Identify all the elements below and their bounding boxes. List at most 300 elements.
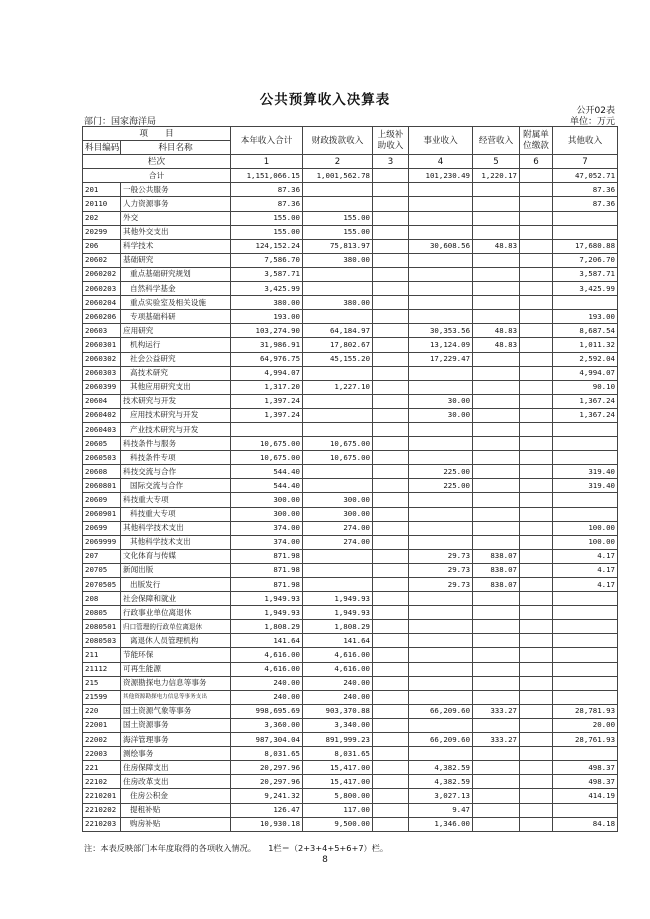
table-row (83, 549, 618, 563)
cell-value: 15,417.00 (303, 761, 373, 775)
subject-code: 21112 (83, 662, 121, 676)
subject-name: 其他科学技术支出 (121, 521, 231, 535)
cell-value (473, 225, 520, 239)
cell-value (520, 394, 553, 408)
cell-value: 66,209.60 (409, 704, 473, 718)
cell-value (303, 267, 373, 281)
cell-value (520, 197, 553, 211)
subject-code: 215 (83, 676, 121, 690)
cell-value: 3,587.71 (553, 267, 618, 281)
subject-code: 22102 (83, 775, 121, 789)
cell-value: 7,206.70 (553, 253, 618, 267)
cell-value (373, 761, 409, 775)
cell-value (303, 310, 373, 324)
table-row (83, 733, 618, 747)
cell-value (553, 507, 618, 521)
cell-value: 240.00 (303, 690, 373, 704)
cell-value (409, 676, 473, 690)
cell-value (473, 479, 520, 493)
cell-value: 9,241.32 (231, 789, 303, 803)
cell-value: 30,608.56 (409, 239, 473, 253)
cell-value: 47,052.71 (553, 169, 618, 183)
name-header: 科目名称 (121, 141, 231, 155)
subject-name: 科技重大专项 (121, 493, 231, 507)
cell-value (373, 394, 409, 408)
cell-value (473, 761, 520, 775)
cell-value (373, 380, 409, 394)
cell-value (473, 521, 520, 535)
cell-value (231, 422, 303, 436)
cell-value (409, 211, 473, 225)
cell-value (373, 493, 409, 507)
cell-value (520, 549, 553, 563)
table-row (83, 422, 618, 436)
subject-name: 测绘事务 (121, 747, 231, 761)
subject-name: 出版发行 (121, 578, 231, 592)
cell-value (473, 282, 520, 296)
cell-value (473, 817, 520, 831)
table-row (83, 253, 618, 267)
cell-value (373, 451, 409, 465)
subject-code: 2060503 (83, 451, 121, 465)
cell-value (409, 296, 473, 310)
cell-value: 544.40 (231, 465, 303, 479)
subject-name: 提租补贴 (121, 803, 231, 817)
subject-name: 重点基础研究规划 (121, 267, 231, 281)
cell-value: 141.64 (303, 634, 373, 648)
subject-name: 资源勘探电力信息等事务 (121, 676, 231, 690)
header-business: 事业收入 (409, 127, 473, 155)
subject-name: 基础研究 (121, 253, 231, 267)
cell-value (473, 352, 520, 366)
cell-value (520, 408, 553, 422)
cell-value (520, 648, 553, 662)
cell-value (553, 648, 618, 662)
subject-name: 科技重大专项 (121, 507, 231, 521)
cell-value: 987,304.04 (231, 733, 303, 747)
cell-value (520, 338, 553, 352)
table-row (83, 747, 618, 761)
cell-value (520, 465, 553, 479)
subject-code: 2070505 (83, 578, 121, 592)
cell-value (553, 493, 618, 507)
cell-value (409, 507, 473, 521)
cell-value: 1,227.10 (303, 380, 373, 394)
cell-value (373, 267, 409, 281)
cell-value (409, 493, 473, 507)
cell-value: 64,184.97 (303, 324, 373, 338)
subject-code: 2060303 (83, 366, 121, 380)
footnote: 注：本表反映部门本年度取得的各项收入情况。 1栏＝（2+3+4+5+6+7）栏。 (84, 843, 389, 853)
subject-name: 自然科学基金 (121, 282, 231, 296)
total-label: 合计 (83, 169, 231, 183)
subject-name: 科技条件与服务 (121, 437, 231, 451)
cell-value (473, 803, 520, 817)
subject-name: 可再生能源 (121, 662, 231, 676)
cell-value: 3,425.99 (553, 282, 618, 296)
cell-value: 8,031.65 (231, 747, 303, 761)
cell-value (373, 521, 409, 535)
cell-value (473, 197, 520, 211)
subject-code: 22003 (83, 747, 121, 761)
subject-code: 2069999 (83, 535, 121, 549)
table-row (83, 690, 618, 704)
subject-name: 归口管理的行政单位离退休 (121, 620, 231, 634)
cell-value (520, 606, 553, 620)
subject-code: 2210202 (83, 803, 121, 817)
cell-value (373, 563, 409, 577)
cell-value (473, 437, 520, 451)
cell-value: 4.17 (553, 563, 618, 577)
cell-value (520, 789, 553, 803)
cell-value (373, 775, 409, 789)
subject-code: 20299 (83, 225, 121, 239)
cell-value (409, 606, 473, 620)
subject-code: 2060399 (83, 380, 121, 394)
cell-value (520, 718, 553, 732)
cell-value (373, 296, 409, 310)
table-row (83, 606, 618, 620)
cell-value: 4,382.59 (409, 761, 473, 775)
cell-value (409, 690, 473, 704)
subject-code: 2060301 (83, 338, 121, 352)
cell-value (303, 465, 373, 479)
cell-value: 4.17 (553, 549, 618, 563)
cell-value (303, 282, 373, 296)
cell-value (373, 676, 409, 690)
cell-value: 4,616.00 (231, 648, 303, 662)
cell-value: 333.27 (473, 704, 520, 718)
subject-name: 住房公积金 (121, 789, 231, 803)
table-row (83, 507, 618, 521)
cell-value: 319.40 (553, 479, 618, 493)
cell-value: 9.47 (409, 803, 473, 817)
cell-value (520, 747, 553, 761)
subject-name: 人力资源事务 (121, 197, 231, 211)
subject-code: 2080503 (83, 634, 121, 648)
cell-value (373, 465, 409, 479)
cell-value (473, 253, 520, 267)
cell-value: 1,367.24 (553, 394, 618, 408)
cell-value (373, 592, 409, 606)
revenue-table (82, 126, 618, 832)
cell-value (553, 676, 618, 690)
cell-value: 155.00 (231, 225, 303, 239)
cell-value: 1,949.93 (231, 606, 303, 620)
table-row (83, 620, 618, 634)
cell-value (520, 211, 553, 225)
subject-code: 2060202 (83, 267, 121, 281)
cell-value (409, 451, 473, 465)
cell-value: 29.73 (409, 563, 473, 577)
cell-value: 20,297.96 (231, 761, 303, 775)
cell-value: 9,500.00 (303, 817, 373, 831)
cell-value (520, 437, 553, 451)
table-row (83, 817, 618, 831)
cell-value: 1,151,066.15 (231, 169, 303, 183)
cell-value (473, 507, 520, 521)
cell-value: 903,370.88 (303, 704, 373, 718)
subject-name: 外交 (121, 211, 231, 225)
cell-value (303, 563, 373, 577)
table-row (83, 535, 618, 549)
cell-value (520, 563, 553, 577)
cell-value (553, 620, 618, 634)
subject-name: 应用研究 (121, 324, 231, 338)
cell-value (373, 338, 409, 352)
subject-name: 住房保障支出 (121, 761, 231, 775)
cell-value: 124,152.24 (231, 239, 303, 253)
cell-value (520, 253, 553, 267)
cell-value: 225.00 (409, 479, 473, 493)
cell-value (473, 718, 520, 732)
cell-value: 838.07 (473, 563, 520, 577)
cell-value: 28,761.93 (553, 733, 618, 747)
cell-value (520, 310, 553, 324)
cell-value: 126.47 (231, 803, 303, 817)
cell-value: 4,994.07 (553, 366, 618, 380)
cell-value (553, 451, 618, 465)
cell-value (473, 775, 520, 789)
cell-value (553, 803, 618, 817)
subject-code: 20699 (83, 521, 121, 535)
subject-code: 20608 (83, 465, 121, 479)
cell-value: 48.83 (473, 338, 520, 352)
cell-value: 45,155.20 (303, 352, 373, 366)
cell-value: 274.00 (303, 521, 373, 535)
cell-value: 8,687.54 (553, 324, 618, 338)
cell-value (520, 733, 553, 747)
cell-value (409, 183, 473, 197)
cell-value: 84.18 (553, 817, 618, 831)
cell-value (409, 592, 473, 606)
cell-value (373, 606, 409, 620)
cell-value: 240.00 (303, 676, 373, 690)
subject-name: 应用技术研究与开发 (121, 408, 231, 422)
cell-value: 1,220.17 (473, 169, 520, 183)
column-index: 7 (553, 155, 618, 169)
subject-code: 20603 (83, 324, 121, 338)
cell-value (520, 183, 553, 197)
subject-code: 2060302 (83, 352, 121, 366)
table-row (83, 197, 618, 211)
cell-value: 13,124.09 (409, 338, 473, 352)
cell-value: 300.00 (303, 507, 373, 521)
cell-value (520, 296, 553, 310)
cell-value: 48.83 (473, 239, 520, 253)
cell-value (520, 535, 553, 549)
cell-value (409, 747, 473, 761)
cell-value (303, 394, 373, 408)
cell-value (373, 747, 409, 761)
cell-value (473, 789, 520, 803)
cell-value: 4,994.07 (231, 366, 303, 380)
cell-value (520, 662, 553, 676)
cell-value: 4,382.59 (409, 775, 473, 789)
subject-code: 208 (83, 592, 121, 606)
subject-name: 海洋管理事务 (121, 733, 231, 747)
cell-value (473, 620, 520, 634)
table-row (83, 634, 618, 648)
cell-value (473, 310, 520, 324)
cell-value: 498.37 (553, 775, 618, 789)
cell-value (520, 267, 553, 281)
cell-value (553, 211, 618, 225)
table-row (83, 225, 618, 239)
cell-value (520, 479, 553, 493)
cell-value (373, 366, 409, 380)
subject-code: 2060203 (83, 282, 121, 296)
cell-value (373, 803, 409, 817)
cell-value (409, 648, 473, 662)
cell-value (373, 718, 409, 732)
subject-name: 科技交流与合作 (121, 465, 231, 479)
cell-value (520, 282, 553, 296)
cell-value: 100.00 (553, 535, 618, 549)
cell-value: 87.36 (553, 183, 618, 197)
cell-value (473, 648, 520, 662)
table-row (83, 761, 618, 775)
cell-value (409, 380, 473, 394)
cell-value (303, 366, 373, 380)
cell-value (373, 733, 409, 747)
table-row (83, 676, 618, 690)
subject-code: 206 (83, 239, 121, 253)
cell-value (553, 634, 618, 648)
table-row (83, 789, 618, 803)
cell-value: 1,001,562.78 (303, 169, 373, 183)
cell-value (520, 451, 553, 465)
subject-code: 2210203 (83, 817, 121, 831)
cell-value (520, 352, 553, 366)
cell-value: 300.00 (303, 493, 373, 507)
cell-value (373, 183, 409, 197)
cell-value: 1,317.20 (231, 380, 303, 394)
cell-value (373, 253, 409, 267)
cell-value: 10,675.00 (231, 437, 303, 451)
table-row (83, 211, 618, 225)
department-label: 部门：国家海洋局 (84, 117, 157, 127)
cell-value: 17,680.88 (553, 239, 618, 253)
cell-value (473, 394, 520, 408)
subject-code: 22001 (83, 718, 121, 732)
cell-value (553, 437, 618, 451)
table-row (83, 324, 618, 338)
cell-value (373, 578, 409, 592)
cell-value (373, 352, 409, 366)
cell-value: 333.27 (473, 733, 520, 747)
cell-value: 29.73 (409, 549, 473, 563)
column-index: 4 (409, 155, 473, 169)
subject-code: 2210201 (83, 789, 121, 803)
cell-value (520, 366, 553, 380)
cell-value (520, 620, 553, 634)
subject-name: 节能环保 (121, 648, 231, 662)
cell-value (520, 380, 553, 394)
cell-value: 28,781.93 (553, 704, 618, 718)
cell-value (520, 803, 553, 817)
cell-value: 998,695.69 (231, 704, 303, 718)
cell-value (520, 761, 553, 775)
table-row (83, 352, 618, 366)
subject-name: 产业技术研究与开发 (121, 422, 231, 436)
cell-value (473, 366, 520, 380)
table-row (83, 493, 618, 507)
header-other: 其他收入 (553, 127, 618, 155)
cell-value (409, 253, 473, 267)
subject-name: 文化体育与传媒 (121, 549, 231, 563)
cell-value: 101,230.49 (409, 169, 473, 183)
subject-name: 国土资源事务 (121, 718, 231, 732)
cell-value (409, 282, 473, 296)
cell-value (373, 634, 409, 648)
cell-value: 10,930.18 (231, 817, 303, 831)
table-row (83, 267, 618, 281)
cell-value (473, 634, 520, 648)
cell-value: 193.00 (231, 310, 303, 324)
cell-value: 29.73 (409, 578, 473, 592)
header-fiscal: 财政拨款收入 (303, 127, 373, 155)
table-code: 公开02表 (576, 106, 615, 116)
cell-value (303, 549, 373, 563)
subject-name: 新闻出版 (121, 563, 231, 577)
cell-value: 240.00 (231, 676, 303, 690)
cell-value: 4,616.00 (303, 662, 373, 676)
cell-value: 1,011.32 (553, 338, 618, 352)
cell-value: 3,340.00 (303, 718, 373, 732)
cell-value (473, 296, 520, 310)
cell-value (373, 437, 409, 451)
page-title: 公共预算收入决算表 (259, 92, 391, 108)
cell-value: 871.98 (231, 563, 303, 577)
cell-value (409, 366, 473, 380)
subject-name: 其他资源勘探电力信息等事务支出 (121, 690, 231, 704)
subject-name: 技术研究与开发 (121, 394, 231, 408)
cell-value: 871.98 (231, 578, 303, 592)
subject-name: 专项基础科研 (121, 310, 231, 324)
subject-name: 社会公益研究 (121, 352, 231, 366)
cell-value: 66,209.60 (409, 733, 473, 747)
cell-value: 155.00 (231, 211, 303, 225)
cell-value (373, 324, 409, 338)
page-number: 8 (322, 855, 328, 865)
table-row (83, 408, 618, 422)
cell-value: 4,616.00 (231, 662, 303, 676)
cell-value (373, 408, 409, 422)
subject-code: 20602 (83, 253, 121, 267)
table-row (83, 380, 618, 394)
cell-value (409, 197, 473, 211)
subject-name: 离退休人员管理机构 (121, 634, 231, 648)
cell-value: 193.00 (553, 310, 618, 324)
table-row (83, 465, 618, 479)
subject-code: 202 (83, 211, 121, 225)
table-row (83, 704, 618, 718)
cell-value: 31,986.91 (231, 338, 303, 352)
cell-value: 87.36 (553, 197, 618, 211)
cell-value (473, 747, 520, 761)
cell-value (520, 169, 553, 183)
cell-value: 1,808.29 (231, 620, 303, 634)
table-row (83, 183, 618, 197)
subject-code: 20605 (83, 437, 121, 451)
cell-value: 838.07 (473, 578, 520, 592)
cell-value: 544.40 (231, 479, 303, 493)
table-row (83, 662, 618, 676)
cell-value (409, 310, 473, 324)
cell-value: 1,949.93 (231, 592, 303, 606)
subject-code: 20705 (83, 563, 121, 577)
